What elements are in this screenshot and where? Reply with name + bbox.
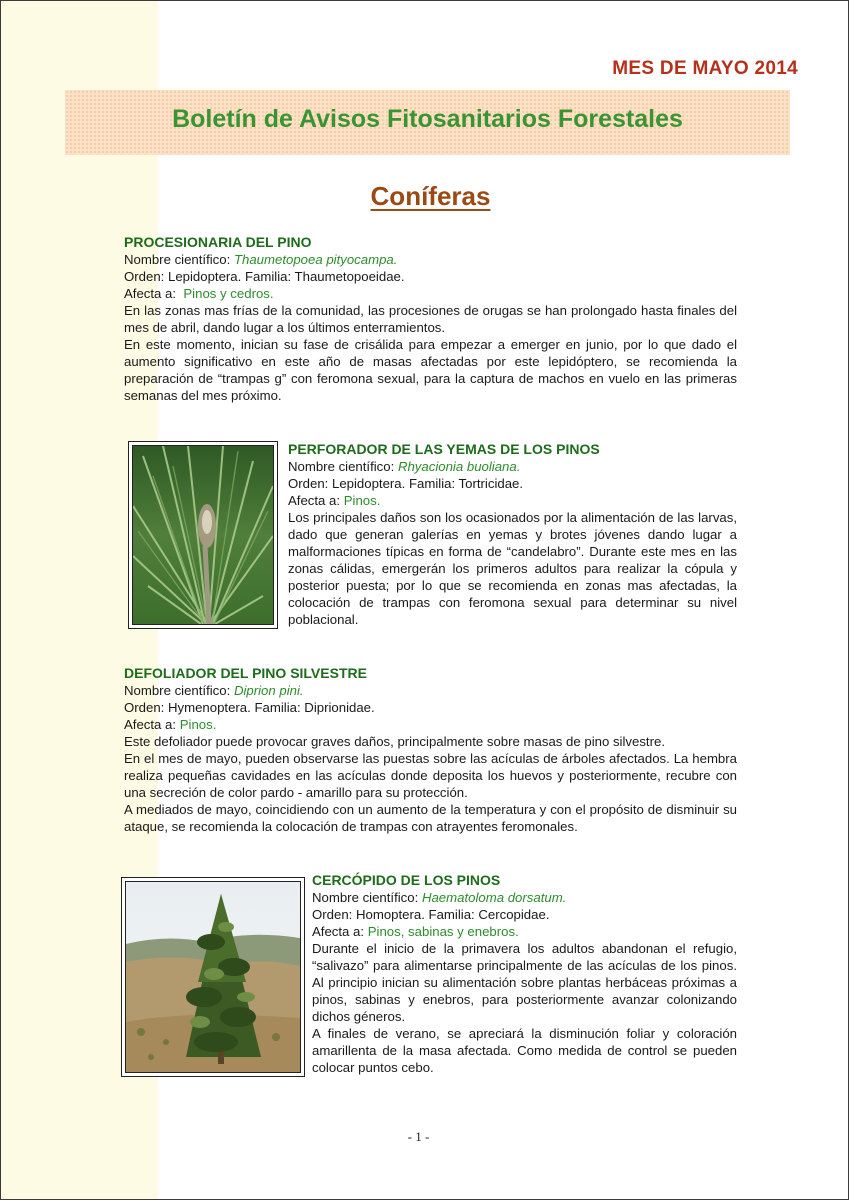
paragraph: Durante el inicio de la primavera los adultos abandonan el refugio, “salivazo” para alimentarse principalmente de las acículas de los pinos. Al principio inician su alimentación sobre plantas herbáceas próximas a pinos, sabinas y enebros, para posteriormente avanzar colonizando dichos géneros. (312, 941, 737, 1024)
entry-cercopido (312, 872, 737, 1076)
bulletin-title: Boletín de Avisos Fitosanitarios Forestales (172, 105, 683, 133)
entry-title: PERFORADOR DE LAS YEMAS DE LOS PINOS (288, 441, 600, 457)
entry-perforador (288, 441, 737, 628)
entry-title: DEFOLIADOR DEL PINO SILVESTRE (124, 665, 367, 681)
paragraph: A finales de verano, se apreciará la disminución foliar y coloración amarillenta de la masa afectada. Como medida de control se pueden colocar puntos cebo. (312, 1026, 737, 1075)
paragraph: A mediados de mayo, coincidiendo con un aumento de la temperatura y con el propósito de disminuir su ataque, se recomienda la colocación de trampas con atrayentes feromonales. (124, 802, 737, 834)
affects-hosts: Pinos. (343, 493, 381, 508)
scientific-name-label: Nombre científico: (124, 683, 231, 698)
scientific-name: Rhyacionia buoliana. (397, 459, 521, 474)
paragraph: Este defoliador puede provocar graves daños, principalmente sobre masas de pino silvestre. (124, 734, 665, 749)
scientific-name-line (288, 458, 737, 475)
entry-title: PROCESIONARIA DEL PINO (124, 234, 312, 250)
paragraph: En este momento, inician su fase de crisálida para empezar a emerger en junio, por lo que dado el aumento significativo en este año de masas afectadas por este lepidóptero, se recomienda la preparación de “trampas g” con feromona sexual, para la captura de machos en vuelo en las primeras semanas del mes próximo. (124, 337, 737, 403)
scientific-name-label: Nombre científico: (288, 459, 395, 474)
affects-label: Afecta a: (124, 717, 177, 732)
paragraph: En el mes de mayo, pueden observarse las puestas sobre las acículas de árboles afectados. La hembra realiza pequeñas cavidades en las acículas donde deposita los huevos y posteriormente, recubre con una secreción de color pardo - amarillo para su protección. (124, 751, 737, 800)
order-family: Orden: Lepidoptera. Familia: Tortricidae. (288, 476, 524, 491)
order-family: Orden: Lepidoptera. Familia: Thaumetopoeidae. (124, 269, 405, 284)
affects-line (312, 923, 737, 940)
pine-bud-photo (128, 441, 278, 629)
scientific-name-line (312, 889, 737, 906)
scientific-name: Haematoloma dorsatum. (421, 890, 567, 905)
affects-hosts: Pinos y cedros. (183, 286, 274, 301)
affects-label: Afecta a: (288, 493, 341, 508)
section-title: Coníferas (370, 181, 491, 211)
affects-hosts: Pinos, sabinas y enebros. (367, 924, 519, 939)
scientific-name-label: Nombre científico: (124, 252, 231, 267)
scientific-name-line (124, 251, 737, 268)
scientific-name-line (124, 682, 737, 699)
affects-hosts: Pinos. (179, 717, 217, 732)
order-family: Orden: Hymenoptera. Familia: Diprionidae. (124, 700, 375, 715)
entry-defoliador (124, 665, 737, 835)
scientific-name-label: Nombre científico: (312, 890, 419, 905)
affects-label: Afecta a: (312, 924, 365, 939)
affects-label: Afecta a: (124, 286, 177, 301)
affects-line (288, 492, 737, 509)
young-pine-photo (121, 877, 305, 1077)
bulletin-month: MES DE MAYO 2014 (612, 58, 798, 79)
scientific-name: Diprion pini. (233, 683, 304, 698)
entry-procesionaria (124, 234, 737, 404)
page-number: - 1 - (407, 1129, 430, 1144)
affects-line (124, 716, 737, 733)
paragraph: En las zonas mas frías de la comunidad, las procesiones de orugas se han prolongado hasta finales del mes de abril, dando lugar a los últimos enterramientos. (124, 303, 737, 335)
paragraph: Los principales daños son los ocasionados por la alimentación de las larvas, dado que generan galerías en yemas y brotes jóvenes dando lugar a malformaciones típicas en forma de “candelabro”. Durante este mes en las zonas cálidas, emergerán los primeros adultos para realizar la cópula y posterior puesta; por lo que se recomienda en zonas mas afectadas, la colocación de trampas con feromona sexual para determinar su nivel poblacional. (288, 510, 737, 627)
affects-line (124, 285, 737, 302)
scientific-name: Thaumetopoea pityocampa. (233, 252, 398, 267)
entry-title: CERCÓPIDO DE LOS PINOS (312, 872, 501, 888)
order-family: Orden: Homoptera. Familia: Cercopidae. (312, 907, 550, 922)
